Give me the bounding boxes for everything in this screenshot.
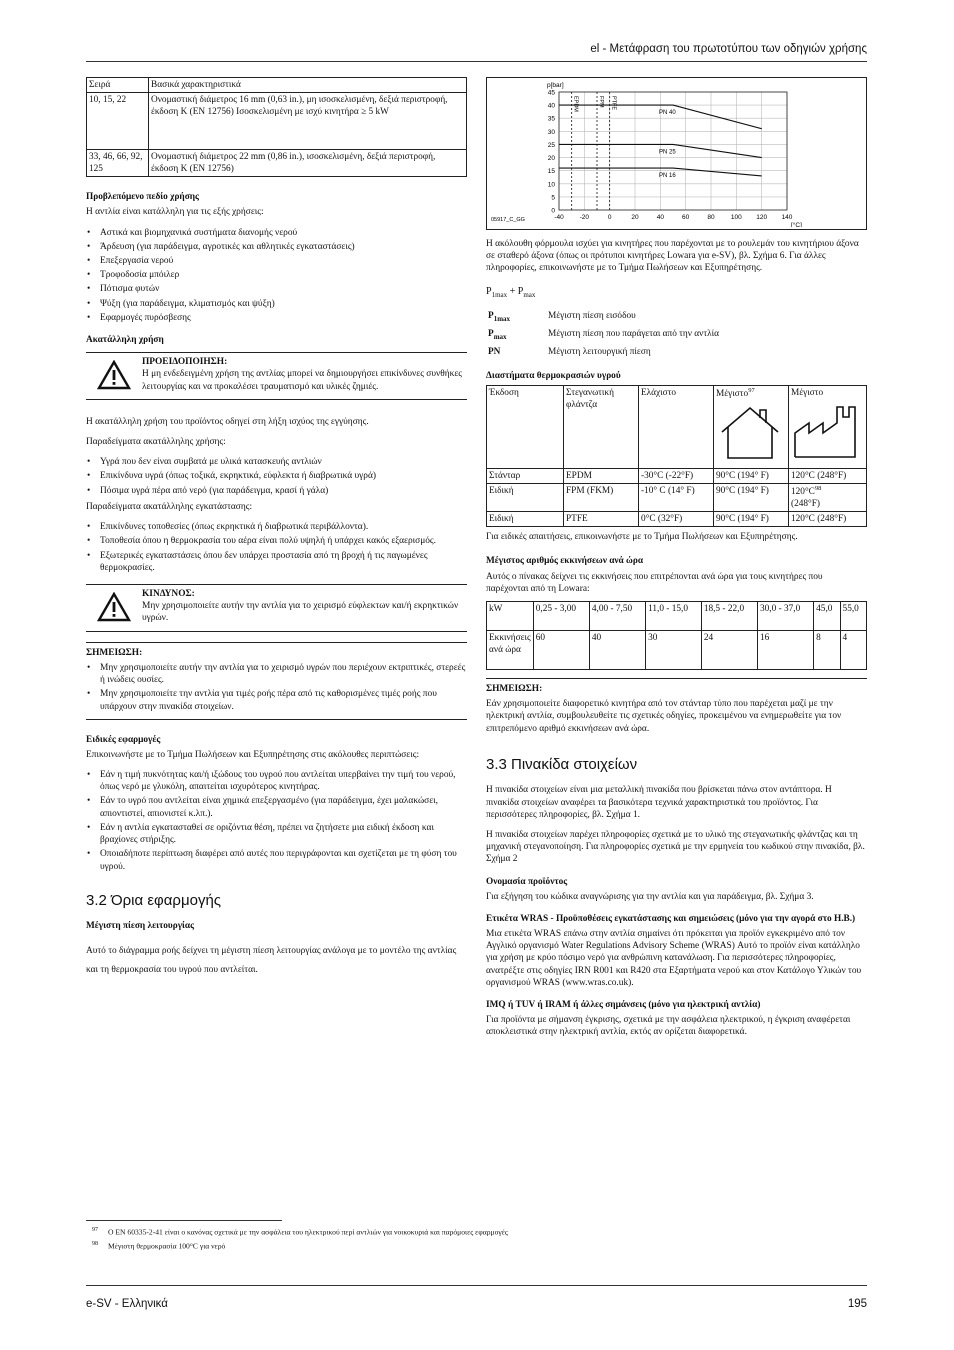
header-rule (86, 61, 867, 62)
table-cell: 18,5 - 22,0 (701, 601, 757, 630)
table-cell: FPM (FKM) (564, 483, 639, 511)
table-cell: 4 (840, 630, 866, 669)
wras-text: Μια ετικέτα WRAS επάνω στην αντλία σημαίνει ότι πρόκειται για προϊόν εγκεκριμένο από τον Αγγλικό οργανισμό Water Regulations Advisory Scheme (WRAS) Αυτό το προϊόν είναι κατάλληλο για χρήση με κρύο πόσιμο νερό για ανθρώπινη κατανάλωση. Για περισσότερες πληροφορίες, ανατρέξτε στις οδηγίες IRN R001 και R420 στα Εξαρτήματα νερού και στον Κατάλογο Υλικών του οργανισμού WRAS (www.wras.co.uk). (486, 929, 862, 988)
table-cell: Εκκινήσεις ανά ώρα (487, 630, 534, 669)
table-row (487, 483, 867, 511)
x-tick-label: 100 (730, 214, 742, 221)
left-column (86, 77, 467, 984)
x-axis-label: [°C] (791, 222, 802, 227)
improper-install-list (86, 521, 467, 574)
list-item: • Οποιαδήποτε περίπτωση διαφέρει από αυτές που περιγράφονται και σχετίζεται με τη φύση του υγρού. (86, 848, 467, 872)
x-tick-label: -20 (579, 214, 590, 221)
chart-code: 05917_C_GG (491, 217, 525, 223)
formula-legend (486, 308, 867, 360)
list-item: • Εάν το υγρό που αντλείται είναι χημικά επεξεργασμένο (για παράδειγμα, έχει μαλακώσει, απιοντιστεί, απιονιστεί κ.λπ.). (86, 795, 467, 819)
right-column (486, 77, 867, 1043)
list-item: • Μην χρησιμοποιείτε την αντλία για τιμές ροής πέρα από τις καθορισμένες τιμές ροής που υπάρχουν στην πινακίδα στοιχείων. (86, 688, 467, 712)
y-tick-label: 15 (547, 168, 555, 176)
note-text: Εάν χρησιμοποιείτε διαφορετικό κινητήρα από τον στάνταρ τύπο που παρέχεται μαζί με την ηλεκτρική αντλία, συμβουλευθείτε τις σχετικές οδηγίες, προκειμένου να ενημερωθείτε για τον επιτρεπόμενο αριθμό εκκινήσεων ανά ώρα. (486, 699, 842, 734)
version-header: Έκδοση (487, 385, 564, 468)
table-row (87, 150, 467, 177)
improper-use-list (86, 456, 467, 497)
warning-box (86, 352, 467, 400)
y-tick-label: 20 (547, 155, 555, 163)
table-cell: 16 (757, 630, 813, 669)
table-cell: 120°C (248°F) (789, 512, 867, 527)
list-item: • Τροφοδοσία μπόιλερ (86, 269, 467, 281)
table-cell: 8 (814, 630, 840, 669)
legend-description: Μέγιστη πίεση εισόδου (548, 310, 636, 321)
temperature-title: Διαστήματα θερμοκρασιών υγρού (486, 370, 621, 381)
list-item: • Επικίνδυνες τοποθεσίες (όπως εκρηκτικά ή διαβρωτικά περιβάλλοντα). (86, 521, 467, 533)
pressure-chart (486, 77, 867, 230)
note-title: ΣΗΜΕΙΩΣΗ: (86, 647, 143, 658)
table-cell: 90°C (194° F) (714, 512, 789, 527)
series-label: PN 16 (659, 173, 676, 180)
features-cell: Ονομαστική διάμετρος 16 mm (0,63 in.), μη ισοσκελισμένη, δεξιά περιστροφή, έκδοση K (EN 12756) Ισοσκελισμένη με ισχύ κινητήρα ≥ 5 kW (149, 93, 467, 150)
table-row (487, 630, 867, 669)
table-row (487, 512, 867, 527)
x-tick-label: 140 (781, 214, 793, 221)
imq-text: Για προϊόντα με σήμανση έγκρισης, σχετικά με την ασφάλεια ηλεκτρικού, η έγκριση αναφέρεται αποκλειστικά στην ηλεκτρική αντλία, εκτός αν ορίζεται διαφορετικά. (486, 1015, 851, 1038)
table-cell: 11,0 - 15,0 (646, 601, 702, 630)
list-item: • Υγρά που δεν είναι συμβατά με υλικά κατασκευής αντλιών (86, 456, 467, 468)
danger-text: Μην χρησιμοποιείτε αυτήν την αντλία για το χειρισμό εύφλεκτων και/ή εκρηκτικών υγρών. (142, 601, 459, 624)
table-row (487, 601, 867, 630)
x-tick-label: 120 (756, 214, 768, 221)
table-cell: 30 (646, 630, 702, 669)
x-tick-label: 60 (682, 214, 690, 221)
special-applications-list (86, 769, 467, 873)
y-tick-label: 30 (547, 128, 555, 136)
house-icon (716, 404, 786, 464)
table-cell: Ειδική (487, 512, 564, 527)
starts-table (486, 601, 867, 670)
y-tick-label: 0 (551, 207, 555, 215)
x-tick-label: 80 (707, 214, 715, 221)
table-cell: 90°C (194° F) (714, 468, 789, 483)
warning-title: ΠΡΟΕΙΔΟΠΟΙΗΣΗ: (142, 357, 228, 368)
temperature-note: Για ειδικές απαιτήσεις, επικοινωνήστε με το Τμήμα Πωλήσεων και Εξυπηρέτησης. (486, 532, 798, 543)
table-cell: 0°C (32°F) (639, 512, 714, 527)
x-tick-label: -40 (554, 214, 564, 221)
material-label: FPM (598, 96, 604, 108)
table-cell: $120^\circ C^{98}$ (248°F) (789, 483, 867, 511)
legend-description: Μέγιστη λειτουργική πίεση (548, 346, 651, 357)
list-item: • Επεξεργασία νερού (86, 255, 467, 267)
formula-expression: $P_{1max} + P_{max}$ (486, 285, 536, 299)
y-tick-label: 10 (547, 181, 555, 189)
product-naming-title: Ονομασία προϊόντος (486, 876, 568, 887)
features-col-header: Βασικά χαρακτηριστικά (149, 78, 467, 93)
intended-use-title: Προβλεπόμενο πεδίο χρήσης (86, 192, 199, 203)
pressure-chart-svg (487, 78, 866, 227)
y-axis-label: p[bar] (547, 82, 564, 89)
temperature-table (486, 385, 867, 527)
list-item: • Εάν η τιμή πυκνότητας και/ή ιξώδους του υγρού που αντλείται υπερβαίνει την τιμή του νερού, όπως νερό με γλυκόλη, απαιτείται ισχυρότερος κινητήρας. (86, 769, 467, 793)
list-item: • Επικίνδυνα υγρά (όπως τοξικά, εκρηκτικά, εύφλεκτα ή διαβρωτικά υγρά) (86, 470, 467, 482)
danger-title: ΚΙΝΔΥΝΟΣ: (142, 588, 195, 599)
table-cell: 120°C (248°F) (789, 468, 867, 483)
table-cell: 90°C (194° F) (714, 483, 789, 511)
table-cell: Στάνταρ (487, 468, 564, 483)
list-item: • Εξωτερικές εγκαταστάσεις όπου δεν υπάρχει προστασία από τη βροχή ή τις παγωμένες θερμοκρασίες. (86, 550, 467, 574)
page-number: 195 (847, 1298, 867, 1310)
material-label: EPDM (572, 96, 579, 112)
footnote-98: $^{98}$ Μέγιστη θερμοκρασία 100°C για νερό (92, 1241, 226, 1251)
max-pressure-text: Αυτό το διάγραμμα ροής δείχνει τη μέγιστη πίεση λειτουργίας ανάλογα με το μοντέλο της αντλίας και τη θερμοκρασία του υγρού που αντλείται. (86, 946, 457, 976)
footnote-rule (86, 1220, 282, 1221)
footer-rule (86, 1285, 867, 1286)
table-cell: kW (487, 601, 534, 630)
max-industrial-header: Μέγιστο (789, 385, 867, 468)
series-cell: 10, 15, 22 (87, 93, 149, 150)
y-tick-label: 35 (547, 115, 555, 123)
warranty-text: Η ακατάλληλη χρήση του προϊόντος οδηγεί στη λήξη ισχύος της εγγύησης. (86, 416, 369, 427)
table-cell: 40 (589, 630, 645, 669)
footnote-97: $^{97}$ Ο EN 60335-2-41 είναι ο κανόνας σχετικά με την ασφάλεια του ηλεκτρικού περί αντλιών για νοικοκυριά και παρόμοιες εφαρμογές (92, 1227, 508, 1237)
max-household-header: Μέγιστο$^{97}$ (714, 385, 789, 468)
table-cell: 4,00 - 7,50 (589, 601, 645, 630)
footer-title: e-SV - Ελληνικά (86, 1298, 168, 1310)
y-tick-label: 40 (547, 102, 555, 110)
section-3-3-heading: 3.3 Πινακίδα στοιχείων (486, 755, 638, 773)
series-cell: 33, 46, 66, 92, 125 (87, 150, 149, 177)
features-cell: Ονομαστική διάμετρος 22 mm (0,86 in.), ισοσκελισμένη, δεξιά περιστροφή, έκδοση K (EN 12756) (149, 150, 467, 177)
table-row (87, 93, 467, 150)
series-col-header: Σειρά (87, 78, 149, 93)
imq-title: IMQ ή TUV ή IRAM ή άλλες σημάνσεις (μόνο για ηλεκτρική αντλία) (486, 1000, 761, 1011)
table-cell: 60 (533, 630, 589, 669)
product-naming-text: Για εξήγηση του κώδικα αναγνώρισης για την αντλία και για παράδειγμα, βλ. Σχήμα 3. (486, 891, 814, 902)
table-cell: -10° C (14° F) (639, 483, 714, 511)
list-item: • Εφαρμογές πυρόσβεσης (86, 312, 467, 324)
legend-symbol: PN (488, 346, 501, 357)
table-cell: -30°C (-22°F) (639, 468, 714, 483)
wras-title: Ετικέτα WRAS - Προϋποθέσεις εγκατάστασης και σημειώσεις (μόνο για την αγορά στο Η.Β.) (486, 913, 856, 924)
improper-use-title: Ακατάλληλη χρήση (86, 335, 164, 346)
series-label: PN 25 (659, 149, 676, 156)
danger-icon (86, 588, 142, 625)
list-item: • Τοποθεσία όπου η θερμοκρασία του αέρα είναι πολύ υψηλή ή υπάρχει κακός εξαερισμός. (86, 535, 467, 547)
section-3-2-heading: 3.2 Όρια εφαρμογής (86, 891, 222, 909)
table-cell: 24 (701, 630, 757, 669)
intended-use-intro: Η αντλία είναι κατάλληλη για τις εξής χρήσεις: (86, 207, 264, 218)
note-box (86, 642, 467, 720)
danger-box (86, 584, 467, 632)
x-tick-label: 40 (656, 214, 664, 221)
table-cell: 30,0 - 37,0 (757, 601, 813, 630)
list-item: • Ψύξη (για παράδειγμα, κλιματισμός και ψύξη) (86, 298, 467, 310)
list-item: • Πότισμα φυτών (86, 283, 467, 295)
starts-intro: Αυτός ο πίνακας δείχνει τις εκκινήσεις που επιτρέπονται ανά ώρα για τους κινητήρες που παρέχονται από τη Lowara: (486, 571, 823, 594)
legend-symbol: $P_{max}$ (488, 328, 507, 341)
series-label: PN 40 (659, 110, 676, 117)
formula-intro: Η ακόλουθη φόρμουλα ισχύει για κινητήρες που παρέχονται με το ρουλεμάν του κινητήριου άξονα σε σταθερό άξονα (όπως οι πρότυποι κινητήρες Lowara για e-SV), βλ. Σχήμα 6. Για άλλες πληροφορίες, επικοινωνήστε με το Τμήμα Πωλήσεων και Εξυπηρέτησης. (486, 239, 859, 274)
table-cell: PTFE (564, 512, 639, 527)
intended-use-list (86, 227, 467, 325)
series-table (86, 77, 467, 177)
list-item: • Αστικά και βιομηχανικά συστήματα διανομής νερού (86, 227, 467, 239)
x-tick-label: 0 (607, 214, 612, 221)
special-applications-intro: Επικοινωνήστε με το Τμήμα Πωλήσεων και Εξυπηρέτησης στις ακόλουθες περιπτώσεις: (86, 749, 420, 760)
factory-icon (791, 403, 864, 463)
y-tick-label: 25 (547, 141, 555, 149)
list-item: • Άρδευση (για παράδειγμα, αγροτικές και αθλητικές εγκαταστάσεις) (86, 241, 467, 253)
starts-note (486, 678, 867, 735)
nameplate-text-2: Η πινακίδα στοιχείων παρέχει πληροφορίες σχετικά με το υλικό της στεγανωτικής φλάντζας και τη μηχανική στεγανοποίηση. Για πληροφορίες σχετικά με την ερμηνεία του κωδικού στην πινακίδα, βλ. Σχήμα 2 (486, 829, 865, 865)
legend-description: Μέγιστη πίεση που παράγεται από την αντλία (548, 328, 719, 339)
improper-use-examples: Παραδείγματα ακατάλληλης χρήσης: (86, 437, 226, 448)
starts-title: Μέγιστος αριθμός εκκινήσεων ανά ώρα (486, 556, 644, 567)
max-pressure-title: Μέγιστη πίεση λειτουργίας (86, 921, 195, 932)
y-tick-label: 5 (551, 194, 555, 202)
note-list (86, 662, 467, 713)
warning-text: Η μη ενδεδειγμένη χρήση της αντλίας μπορεί να δημιουργήσει επικίνδυνες συνθήκες λειτουργίας και να προκαλέσει τραυματισμό και υλικές ζημιές. (142, 369, 462, 392)
min-header: Ελάχιστο (639, 385, 714, 468)
warning-icon (86, 356, 142, 393)
table-cell: 0,25 - 3,00 (533, 601, 589, 630)
table-cell: EPDM (564, 468, 639, 483)
list-item: • Εάν η αντλία εγκατασταθεί σε οριζόντια θέση, πρέπει να ζητήσετε μια ειδική έκδοση και βραχίονες στήριξης. (86, 822, 467, 846)
header-title: el - Μετάφραση του πρωτοτύπου των οδηγιών χρήσης (590, 43, 867, 55)
note-title: ΣΗΜΕΙΩΣΗ: (486, 683, 543, 694)
nameplate-text-1: Η πινακίδα στοιχείων είναι μια μεταλλική πινακίδα που βρίσκεται πάνω στον αντάπτορα. Η πινακίδα στοιχείων αναφέρει τα βασικότερα τεχνικά χαρακτηριστικά του προϊόντος. Για περισσότερες πληροφορίες, βλ. Σχήμα 1. (486, 785, 832, 820)
legend-symbol: $P_{1max}$ (488, 310, 511, 323)
table-cell: 45,0 (814, 601, 840, 630)
x-tick-label: 20 (631, 214, 639, 221)
seal-header: Στεγανωτική φλάντζα (564, 385, 639, 468)
special-applications-title: Ειδικές εφαρμογές (86, 734, 161, 745)
table-cell: Ειδική (487, 483, 564, 511)
table-row (487, 468, 867, 483)
y-tick-label: 45 (547, 89, 555, 97)
material-label: PTFE (610, 96, 617, 111)
table-cell: 55,0 (840, 601, 866, 630)
improper-install-examples: Παραδείγματα ακατάλληλης εγκατάστασης: (86, 501, 253, 512)
list-item: • Πόσιμα υγρά πέρα από νερό (για παράδειγμα, κρασί ή γάλα) (86, 485, 467, 497)
list-item: • Μην χρησιμοποιείτε αυτήν την αντλία για το χειρισμό υγρών που περιέχουν εκτριπτικές, στερεές ή ινώδεις ουσίες. (86, 662, 467, 686)
